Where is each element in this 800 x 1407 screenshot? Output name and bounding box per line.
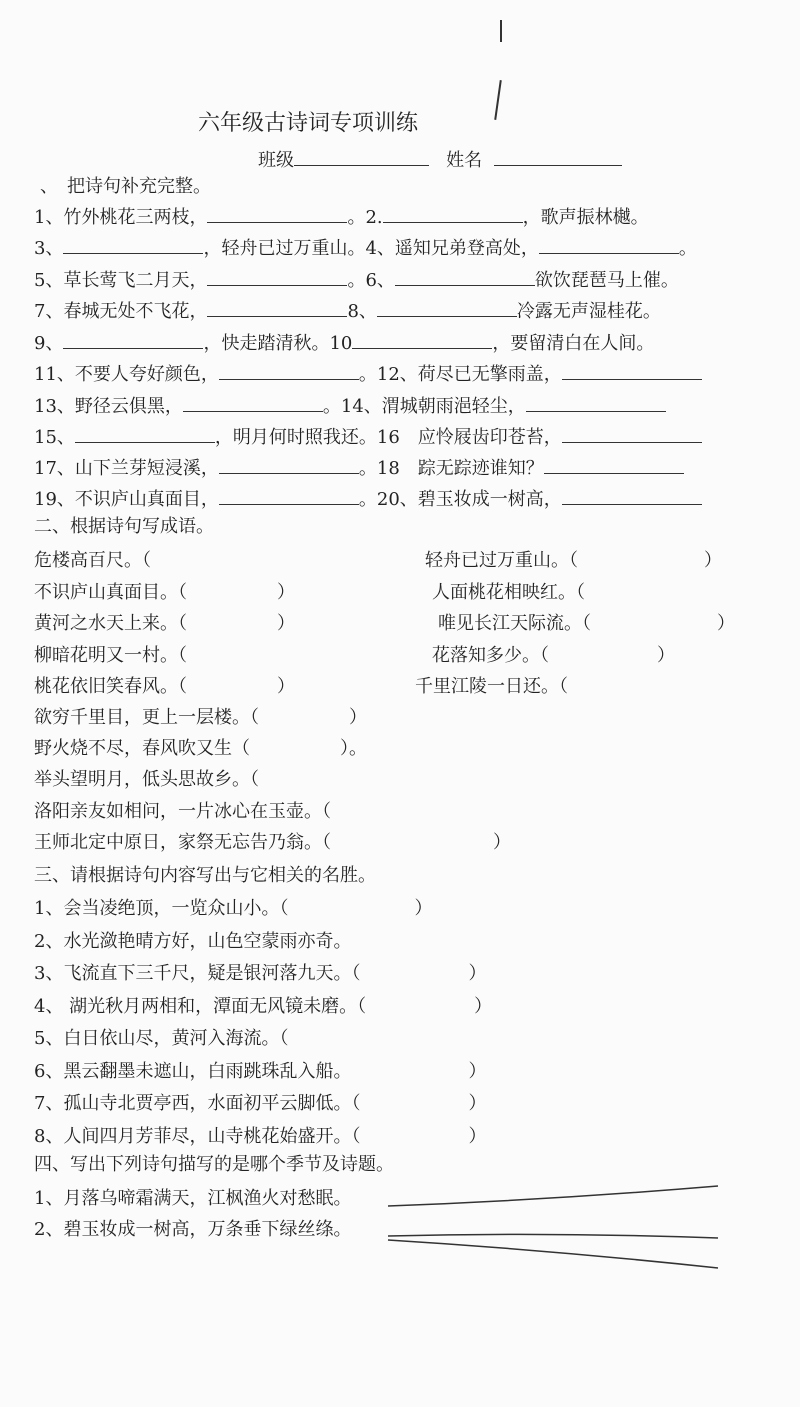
landmark-question: 3、飞流直下三千尺，疑是银河落九天。（ ） — [34, 963, 487, 984]
page-title: 六年级古诗词专项训练 — [198, 111, 419, 136]
row-text: 3、 — [34, 238, 64, 259]
row-text: 8、 — [347, 301, 377, 322]
row-text: 。12、荷尽已无擎雨盖， — [358, 364, 562, 385]
idiom-question: 不识庐山真面目。（ ） — [34, 582, 295, 603]
section-4-heading: 四、写出下列诗句描写的是哪个季节及诗题。 — [34, 1154, 394, 1175]
row-text: 。 — [678, 238, 697, 259]
landmark-question: 6、黑云翻墨未遮山，白雨跳珠乱入船。 ） — [34, 1060, 487, 1082]
row-text: ，明月何时照我还。16 应怜屐齿印苍苔， — [214, 427, 562, 448]
landmark-question: 5、白日依山尽，黄河入海流。（ — [34, 1028, 289, 1049]
landmark-question: 8、人间四月芳菲尽，山寺桃花始盛开。（ ） — [34, 1125, 487, 1147]
idiom-question: 唯见长江天际流。（ ） — [438, 613, 735, 634]
section-3-heading: 三、请根据诗句内容写出与它相关的名胜。 — [34, 865, 376, 886]
row-text: 5、草长莺飞二月天， — [34, 270, 208, 291]
row-text: ，歌声振林樾。 — [522, 207, 649, 228]
name-label: 姓名 — [446, 150, 483, 171]
row-text: 15、 — [34, 427, 75, 448]
row-text: 。18 踪无踪迹谁知？ — [358, 458, 544, 479]
row-text: ，轻舟已过万重山。4、遥知兄弟登高处， — [203, 238, 539, 259]
season-question: 2、碧玉妆成一树高，万条垂下绿丝绦。 — [34, 1219, 352, 1240]
row-text: 19、不识庐山真面目， — [34, 489, 219, 510]
idiom-question: 欲穷千里目，更上一层楼。（ ） — [34, 707, 367, 728]
row-text: 7、春城无处不飞花， — [34, 301, 208, 322]
section-1-heading: 、 把诗句补充完整。 — [40, 176, 211, 197]
row-text: 17、山下兰芽短浸溪， — [34, 458, 219, 479]
row-text: 欲饮琵琶马上催。 — [534, 270, 679, 291]
class-label: 班级 — [258, 150, 294, 171]
idiom-question: 洛阳亲友如相问，一片冰心在玉壶。（ — [34, 801, 331, 822]
row-text: 9、 — [34, 333, 64, 354]
idiom-question: 黄河之水天上来。（ ） — [34, 613, 295, 634]
row-text: 。2. — [347, 207, 383, 228]
idiom-question: 桃花依旧笑春风。（ ） — [34, 676, 295, 697]
idiom-question: 危楼高百尺。（ — [34, 550, 151, 571]
idiom-question: 柳暗花明又一村。（ — [34, 645, 187, 666]
row-text: 11、不要人夸好颜色， — [34, 364, 219, 385]
idiom-question: 轻舟已过万重山。（ ） — [425, 550, 722, 571]
idiom-question: 王师北定中原日，家祭无忘告乃翁。（ ） — [34, 832, 511, 853]
idiom-question: 千里江陵一日还。（ — [415, 676, 568, 697]
row-text: ，要留清白在人间。 — [492, 333, 655, 354]
row-text: 13、野径云俱黑， — [34, 396, 183, 417]
idiom-question: 举头望明月，低头思故乡。（ — [34, 769, 259, 790]
row-text: 1、竹外桃花三两枝， — [34, 207, 208, 228]
idiom-question: 人面桃花相映红。（ — [432, 582, 585, 603]
landmark-question: 4、 湖光秋月两相和，潭面无风镜未磨。（ ） — [34, 995, 493, 1017]
row-text: 。6、 — [347, 270, 395, 291]
row-text: 冷露无声湿桂花。 — [516, 301, 661, 322]
row-text: 。14、渭城朝雨浥轻尘， — [322, 396, 526, 417]
landmark-question: 2、水光潋艳晴方好，山色空蒙雨亦奇。 — [34, 930, 352, 952]
idiom-question: 花落知多少。（ ） — [432, 645, 675, 666]
landmark-question: 1、会当凌绝顶，一览众山小。（ ） — [34, 898, 433, 919]
row-text: ，快走踏清秋。10 — [203, 333, 353, 354]
landmark-question: 7、孤山寺北贾亭西，水面初平云脚低。（ ） — [34, 1093, 487, 1114]
idiom-question: 野火烧不尽，春风吹又生（ ）。 — [34, 738, 367, 759]
row-text: 。20、碧玉妆成一树高， — [358, 489, 562, 510]
section-2-heading: 二、根据诗句写成语。 — [34, 516, 214, 537]
season-question: 1、月落乌啼霜满天，江枫渔火对愁眠。 — [34, 1188, 352, 1209]
